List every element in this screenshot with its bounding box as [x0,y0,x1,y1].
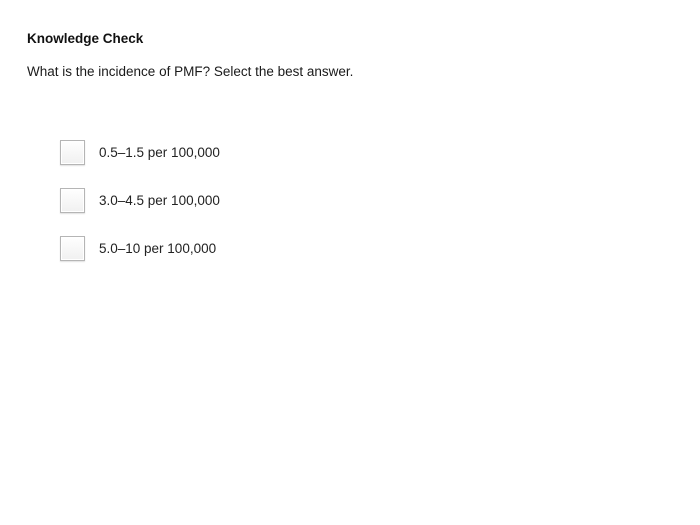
answer-checkbox-3[interactable] [60,236,85,261]
answer-label-1: 0.5–1.5 per 100,000 [99,144,220,160]
answer-label-3: 5.0–10 per 100,000 [99,240,217,256]
answer-label-2: 3.0–4.5 per 100,000 [99,192,220,208]
page-title: Knowledge Check [27,31,144,46]
answer-option-3[interactable] [60,232,460,264]
answer-options [60,136,460,280]
question-text: What is the incidence of PMF? Select the best answer. [27,64,354,79]
answer-checkbox-1[interactable] [60,140,85,165]
answer-checkbox-2[interactable] [60,188,85,213]
answer-option-1[interactable] [60,136,460,168]
answer-option-2[interactable] [60,184,460,216]
